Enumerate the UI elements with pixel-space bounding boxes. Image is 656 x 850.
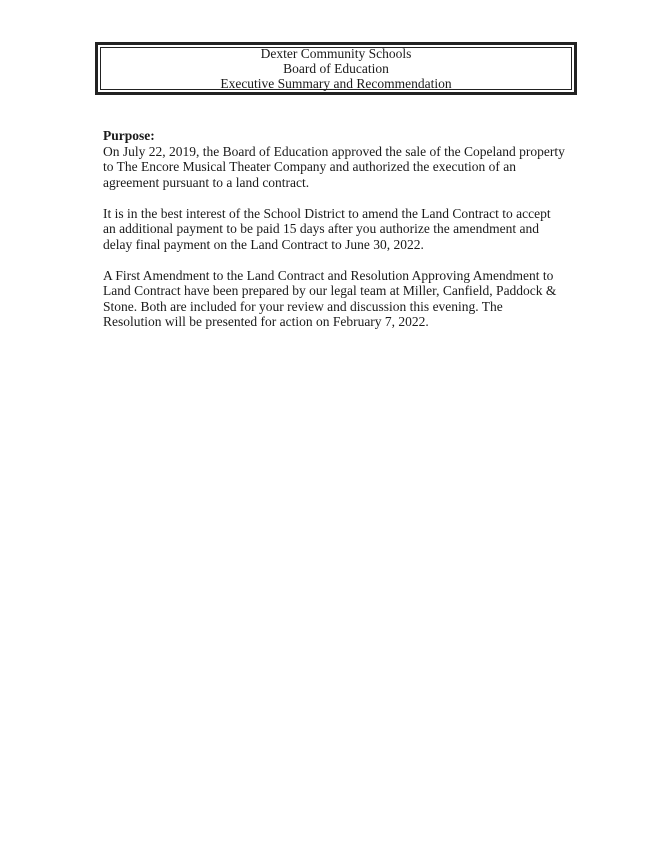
purpose-paragraph-3: [103, 268, 573, 330]
header-board: Board of Education: [283, 61, 389, 76]
paragraph-line: Land Contract have been prepared by our legal team at Miller, Canfield, Paddock &: [103, 283, 557, 298]
paragraph-line: On July 22, 2019, the Board of Education approved the sale of the Copeland property: [103, 143, 565, 159]
header-box: [95, 42, 577, 95]
paragraph-line: A First Amendment to the Land Contract and Resolution Approving Amendment to: [103, 267, 554, 283]
paragraph-line: delay final payment on the Land Contract to June 30, 2022.: [103, 236, 424, 252]
purpose-paragraph-2: [103, 206, 573, 253]
header-inner-border: [100, 47, 572, 90]
paragraph-line: an additional payment to be paid 15 days after you authorize the amendment and: [103, 221, 539, 236]
paragraph-line: Resolution will be presented for action on February 7, 2022.: [103, 314, 429, 329]
purpose-heading: Purpose:: [103, 128, 155, 143]
paragraph-line: agreement pursuant to a land contract.: [103, 174, 310, 190]
paragraph-line: to The Encore Musical Theater Company and authorized the execution of an: [103, 159, 516, 174]
paragraph-line: It is in the best interest of the School District to amend the Land Contract to accept: [103, 205, 551, 221]
header-document-type: Executive Summary and Recommendation: [220, 76, 452, 91]
header-organization: Dexter Community Schools: [260, 46, 412, 61]
paragraph-line: Stone. Both are included for your review and discussion this evening. The: [103, 298, 503, 314]
purpose-paragraph-1: [103, 144, 573, 191]
purpose-section: [103, 128, 573, 345]
